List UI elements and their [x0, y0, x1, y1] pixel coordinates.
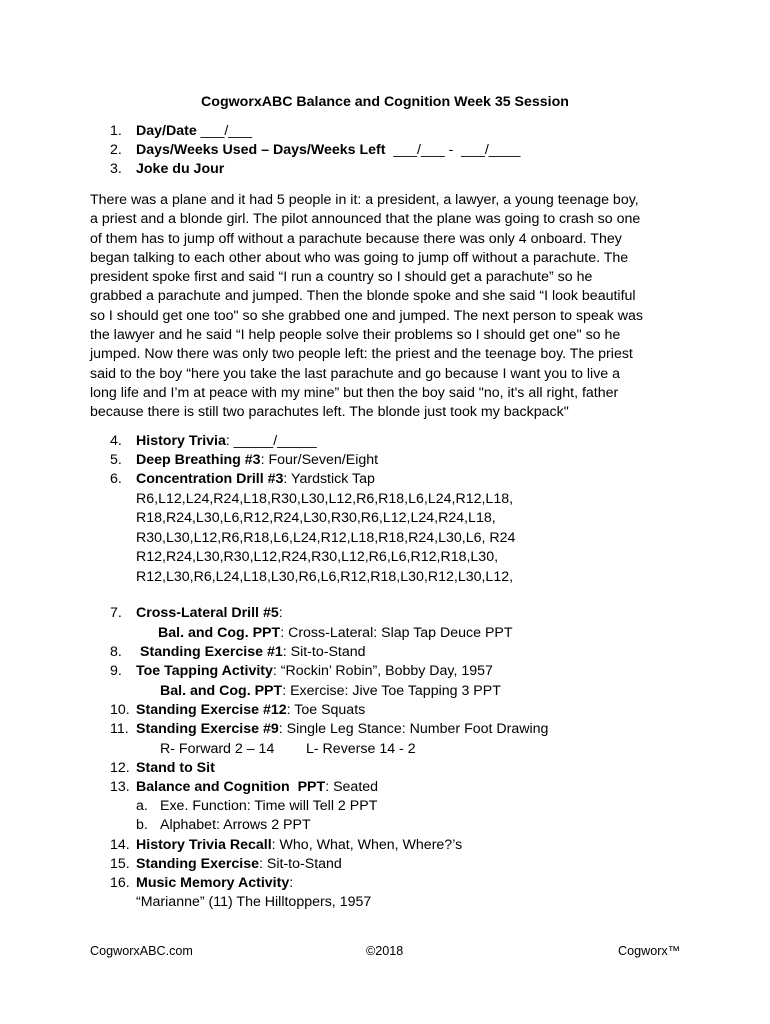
item-text: : Four/Seven/Eight — [260, 452, 379, 468]
list-item-deep-breathing — [110, 452, 710, 468]
item-number: 6. — [110, 471, 122, 487]
item-number: 13. — [110, 779, 130, 795]
item-text: ___/___ - ___/____ — [385, 142, 521, 158]
joke-line: jumped. Now there was only two people left: the priest and the teenage boy. The priest — [90, 346, 633, 363]
list-item-stand-to-sit — [110, 760, 710, 776]
sequence-line: R6,L12,L24,R24,L18,R30,L30,L12,R6,R18,L6,L24,R12,L18, — [136, 491, 514, 507]
sequence-line: R12,L30,R6,L24,L18,L30,R6,L6,R12,R18,L30,R12,L30,L12, — [136, 568, 514, 585]
item-label: Deep Breathing #3 — [136, 452, 261, 468]
item-text: : Sit-to-Stand — [259, 856, 342, 872]
item-number: 5. — [110, 452, 122, 468]
item-label: Day/Date — [136, 123, 197, 139]
page-title: CogworxABC Balance and Cognition Week 35 Session — [201, 94, 569, 110]
item-text: : — [289, 875, 294, 891]
joke-line: because there is still two parachutes left. The blonde just took my backpack" — [90, 404, 569, 421]
joke-line: grabbed a parachute and jumped. Then the blonde spoke and she said “I look beautiful — [90, 288, 636, 305]
item-label: Joke du Jour — [136, 161, 225, 177]
list-item-cross-lateral — [110, 605, 710, 621]
item-label: Days/Weeks Used – Days/Weeks Left — [136, 142, 386, 158]
item-label: Bal. and Cog. PPT — [160, 683, 283, 699]
item-text: : Sit-to-Stand — [282, 644, 366, 660]
item-label: Bal. and Cog. PPT — [158, 625, 281, 641]
reverse-instruction: L- Reverse 14 - 2 — [306, 741, 416, 757]
joke-line: so I should get one too" so she grabbed one and jumped. The next person to speak was — [90, 307, 643, 324]
sub-item-b — [136, 817, 311, 833]
list-item-toe-tapping — [110, 663, 710, 679]
item-text: : _____/_____ — [225, 433, 317, 449]
item-number: 1. — [110, 123, 122, 139]
list-item-day-date — [110, 123, 710, 139]
item-number: 14. — [110, 837, 130, 853]
footer-website: CogworxABC.com — [90, 944, 193, 958]
item-label: Stand to Sit — [136, 760, 215, 776]
item-text: : Yardstick Tap — [283, 471, 375, 487]
item-number: b. — [136, 817, 148, 833]
item-text: Alphabet: Arrows 2 PPT — [160, 817, 311, 833]
item-label: Standing Exercise #1 — [140, 644, 283, 660]
joke-line: the lawyer and he said “I help people solve their problems so I should get one" so he — [90, 327, 621, 344]
joke-line: There was a plane and it had 5 people in it: a president, a lawyer, a young teenage boy, — [90, 192, 639, 208]
item-label: Cross-Lateral Drill #5 — [136, 605, 279, 621]
item-label: Standing Exercise #9 — [136, 721, 279, 737]
footer-brand: Cogworx™ — [618, 944, 681, 958]
item-label: Concentration Drill #3 — [136, 471, 284, 487]
joke-line: began talking to each other about who was going to jump off without a parachute. The — [90, 249, 629, 266]
song-title: “Marianne” (11) The Hilltoppers, 1957 — [136, 894, 372, 910]
item-text: : Exercise: Jive Toe Tapping 3 PPT — [282, 683, 501, 699]
item-text: Exe. Function: Time will Tell 2 PPT — [160, 798, 378, 814]
item-text: : Who, What, When, Where?’s — [271, 837, 463, 853]
cross-lateral-ppt — [158, 625, 513, 641]
footer-copyright: ©2018 — [366, 944, 404, 958]
sequence-line: R30,L30,L12,R6,R18,L6,L24,R12,L18,R18,R24,L30,L6, R24 — [136, 529, 516, 546]
item-number: 8. — [110, 644, 122, 660]
list-item-standing-exercise-1 — [110, 644, 710, 660]
item-text: : Toe Squats — [286, 702, 366, 718]
forward-instruction: R- Forward 2 – 14 — [160, 741, 275, 757]
item-number: 9. — [110, 663, 122, 679]
item-text: : — [278, 605, 283, 621]
item-text: : Cross-Lateral: Slap Tap Deuce PPT — [280, 625, 513, 641]
joke-line: of them has to jump off without a parachute because there was only 4 onboard. They — [90, 230, 622, 247]
joke-paragraph — [90, 191, 686, 423]
item-label: History Trivia — [136, 433, 226, 449]
sequence-line: R12,R24,L30,R30,L12,R24,R30,L12,R6,L6,R12,R18,L30, — [136, 549, 499, 566]
item-number: a. — [136, 798, 148, 814]
list-item-standing-exercise-12 — [110, 702, 710, 718]
item-text: : Seated — [325, 779, 379, 795]
toe-tapping-ppt — [160, 683, 501, 699]
item-number: 11. — [110, 721, 129, 737]
list-item-days-weeks — [110, 142, 710, 158]
joke-line: long life and I’m at peace with my mine” but then the boy said "no, it's all right, father — [90, 384, 619, 401]
list-item-concentration-drill — [110, 471, 710, 487]
item-label: Music Memory Activity — [136, 875, 290, 891]
item-number: 3. — [110, 161, 122, 177]
item-text: : “Rockin’ Robin”, Bobby Day, 1957 — [272, 663, 493, 679]
item-number: 2. — [110, 142, 122, 158]
list-item-balance-cognition — [110, 779, 710, 795]
item-label: Balance and Cognition PPT — [136, 779, 326, 795]
list-item-history-trivia — [110, 433, 710, 449]
sub-item-a — [136, 798, 377, 814]
item-text: : Single Leg Stance: Number Foot Drawing — [278, 721, 549, 737]
item-label: Toe Tapping Activity — [136, 663, 273, 679]
joke-line: said to the boy “here you take the last parachute and go because I want you to live a — [90, 365, 621, 382]
joke-line: a priest and a blonde girl. The pilot announced that the plane was going to crash so one — [90, 211, 641, 228]
item-number: 10. — [110, 702, 130, 718]
joke-line: president spoke first and said “I run a country so I should get a parachute” so he — [90, 269, 593, 286]
item-label: Standing Exercise — [136, 856, 260, 872]
item-label: History Trivia Recall — [136, 837, 272, 853]
item-number: 12. — [110, 760, 130, 776]
item-number: 15. — [110, 856, 130, 872]
list-item-standing-exercise — [110, 856, 710, 872]
item-text: ___/___ — [196, 123, 252, 139]
item-number: 7. — [110, 605, 122, 621]
yardstick-sequence — [136, 490, 696, 587]
sequence-line: R18,R24,L30,L6,R12,R24,L30,R30,R6,L12,L24,R24,L18, — [136, 510, 496, 527]
item-label: Standing Exercise #12 — [136, 702, 287, 718]
list-item-history-trivia-recall — [110, 837, 710, 853]
item-number: 4. — [110, 433, 122, 449]
list-item-joke-du-jour — [110, 161, 710, 177]
list-item-standing-exercise-9 — [110, 721, 710, 737]
item-number: 16. — [110, 875, 130, 891]
list-item-music-memory — [110, 875, 710, 891]
